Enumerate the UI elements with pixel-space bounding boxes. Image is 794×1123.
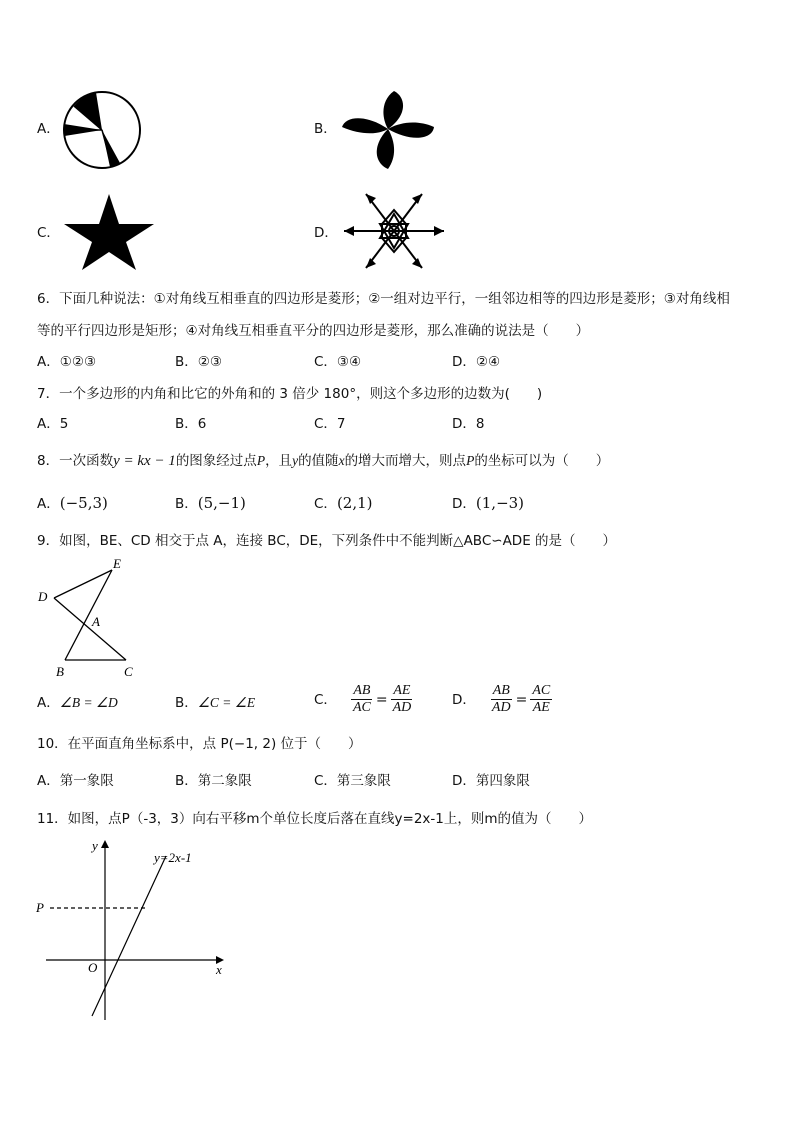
q9-d-den2: AE	[532, 700, 550, 715]
q11-label-x: x	[216, 962, 222, 977]
q9-d-num2: AC	[532, 683, 551, 698]
q8-option-d-value: (1,−3)	[475, 494, 525, 512]
q8-option-a	[37, 494, 108, 513]
q9-option-b-letter: B．	[175, 695, 198, 711]
q6-text-line1: 6．下面几种说法：①对角线互相垂直的四边形是菱形；②一组对边平行，一组邻边相等的四边形是菱形；③对角线相	[37, 291, 730, 307]
q8-option-a-letter: A．	[37, 496, 60, 512]
q9-label-c: C	[124, 664, 133, 679]
q7-option-c: C．7	[314, 416, 346, 432]
q9-option-a-value: ∠B = ∠D	[59, 695, 118, 710]
q9-c-num2: AE	[393, 683, 411, 698]
q9-option-c-letter: C．	[314, 691, 337, 708]
q7-option-a: A．5	[37, 416, 69, 432]
q11-label-p: P	[36, 900, 44, 915]
q8-option-c	[314, 494, 373, 513]
q8-middle3: 的值随	[298, 453, 339, 469]
q7-option-d: D．8	[452, 416, 485, 432]
q8-var-x: x	[338, 453, 345, 468]
q9-text: 9．如图，BE、CD 相交于点 A，连接 BC，DE，下列条件中不能判断△ABC∽ADE 的是（ ）	[37, 533, 617, 549]
q6-text-line2: 等的平行四边形是矩形；④对角线互相垂直平分的四边形是菱形，那么准确的说法是（ ）	[37, 323, 590, 339]
q11-label-origin: O	[88, 960, 98, 975]
q5-option-d-label: D．	[314, 225, 338, 241]
q6-option-b: B．②③	[175, 354, 222, 370]
q9-option-b-value: ∠C = ∠E	[197, 695, 256, 710]
q11-text: 11．如图，点P（-3，3）向右平移m个单位长度后落在直线y=2x-1上，则m的值为（ ）	[37, 811, 593, 827]
q9-option-d-letter: D．	[452, 691, 476, 708]
q10-option-a: A．第一象限	[37, 773, 114, 789]
q8-var-y: y	[292, 453, 299, 468]
q7-text: 7．一个多边形的内角和比它的外角和的 3 倍少 180°，则这个多边形的边数为( )	[37, 386, 543, 402]
q9-option-c	[314, 683, 413, 716]
q6-option-d: D．②④	[452, 354, 501, 370]
q11-label-line: y=2x-1	[154, 850, 192, 865]
q5-option-c-label: C．	[37, 225, 60, 241]
q9-d-equals: =	[515, 691, 528, 708]
q8-middle2: ，且	[265, 453, 293, 469]
q9-triangle-figure	[30, 556, 150, 682]
q9-d-den1: AD	[491, 700, 511, 715]
q9-option-a	[37, 694, 118, 712]
pinwheel-icon	[340, 88, 436, 170]
q9-c-den1: AC	[352, 700, 371, 715]
q8-option-b-letter: B．	[175, 496, 198, 512]
q6-option-a: A．①②③	[37, 354, 97, 370]
q8-option-b	[175, 494, 246, 513]
q5-option-a-label: A．	[37, 121, 60, 137]
q9-c-num1: AB	[353, 683, 371, 698]
snowflake-icon	[340, 190, 448, 272]
q9-option-a-letter: A．	[37, 695, 60, 711]
five-point-star-icon	[62, 192, 156, 272]
q11-label-y: y	[92, 838, 98, 853]
q9-option-c-fraction1	[351, 683, 373, 716]
q8-option-c-value: (2,1)	[336, 494, 373, 512]
q11-coordinate-figure	[30, 836, 240, 1026]
q9-c-den2: AD	[392, 700, 412, 715]
q9-option-d-fraction1	[490, 683, 513, 716]
q8-formula: y = kx − 1	[113, 453, 176, 469]
q10-option-c: C．第三象限	[314, 773, 391, 789]
q9-label-a: A	[92, 614, 100, 629]
q8-option-b-value: (5,−1)	[197, 494, 246, 512]
q10-option-d: D．第四象限	[452, 773, 530, 789]
q6-option-c: C．③④	[314, 354, 362, 370]
q9-option-c-fraction2	[391, 683, 414, 716]
q8-text	[37, 452, 609, 470]
q9-label-d: D	[38, 589, 48, 604]
q9-d-num1: AB	[492, 683, 510, 698]
q8-middle1: 的图象经过点	[175, 453, 257, 469]
q8-point: P	[256, 453, 266, 468]
q8-prefix: 8．一次函数	[37, 453, 114, 469]
q9-label-e: E	[113, 556, 121, 571]
q8-option-a-value: (−5,3)	[59, 494, 108, 512]
q9-c-equals: =	[375, 691, 388, 708]
q10-option-b: B．第二象限	[175, 773, 252, 789]
q8-option-d-letter: D．	[452, 496, 476, 512]
q9-label-b: B	[56, 664, 64, 679]
q9-option-b	[175, 694, 255, 712]
pie-sectors-icon	[62, 90, 142, 170]
q9-option-d-fraction2	[530, 683, 552, 716]
q10-text: 10．在平面直角坐标系中，点 P(−1, 2) 位于（ ）	[37, 736, 362, 752]
q8-option-c-letter: C．	[314, 496, 337, 512]
q8-suffix: 的坐标可以为（ ）	[474, 453, 610, 469]
q8-option-d	[452, 494, 524, 513]
q5-option-b-label: B．	[314, 121, 337, 137]
q8-middle4: 的增大而增大，则点	[344, 453, 467, 469]
q8-point2: P	[466, 453, 475, 468]
q7-option-b: B．6	[175, 416, 207, 432]
q9-option-d	[452, 683, 552, 716]
